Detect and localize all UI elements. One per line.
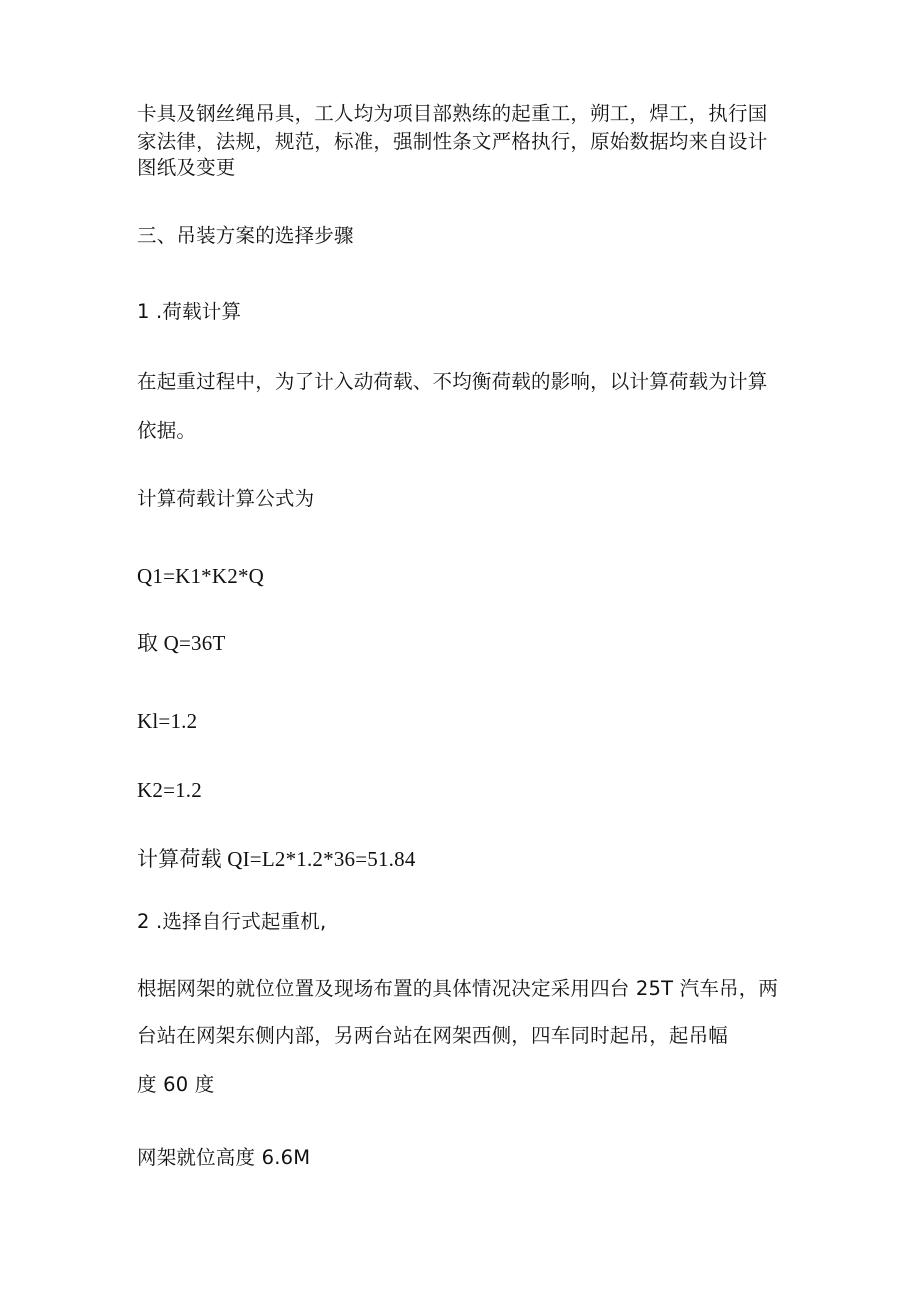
section-heading: 三、吊装方案的选择步骤 xyxy=(137,224,354,247)
calc-result: 计算荷载 QI=L2*1.2*36=51.84 xyxy=(137,847,416,871)
step2-desc-line-3: 度 60 度 xyxy=(137,1073,215,1096)
step2-desc-line-1: 根据网架的就位位置及现场布置的具体情况决定采用四台 25T 汽车吊，两 xyxy=(137,977,779,1000)
param-q: 取 Q=36T xyxy=(137,631,226,655)
step1-title: 1 .荷载计算 xyxy=(137,300,242,323)
install-height: 网架就位高度 6.6M xyxy=(137,1146,311,1169)
step1-desc-line-2: 依据。 xyxy=(137,419,197,442)
step2-desc-line-2: 台站在网架东侧内部，另两台站在网架西侧，四车同时起吊，起吊幅 xyxy=(137,1024,729,1047)
intro-line-2: 家法律，法规，规范，标准，强制性条文严格执行，原始数据均来自设计 xyxy=(137,130,768,153)
param-k2: K2=1.2 xyxy=(137,778,202,802)
step2-title: 2 .选择自行式起重机, xyxy=(137,910,327,933)
step1-desc-line-1: 在起重过程中，为了计入动荷载、不均衡荷载的影响，以计算荷载为计算 xyxy=(137,370,768,393)
intro-line-3: 图纸及变更 xyxy=(137,156,236,179)
intro-line-1: 卡具及钢丝绳吊具，工人均为项目部熟练的起重工，朔工，焊工，执行国 xyxy=(137,102,768,125)
formula-label: 计算荷载计算公式为 xyxy=(137,487,315,510)
param-k1: Kl=1.2 xyxy=(137,709,198,733)
formula: Q1=K1*K2*Q xyxy=(137,564,265,588)
